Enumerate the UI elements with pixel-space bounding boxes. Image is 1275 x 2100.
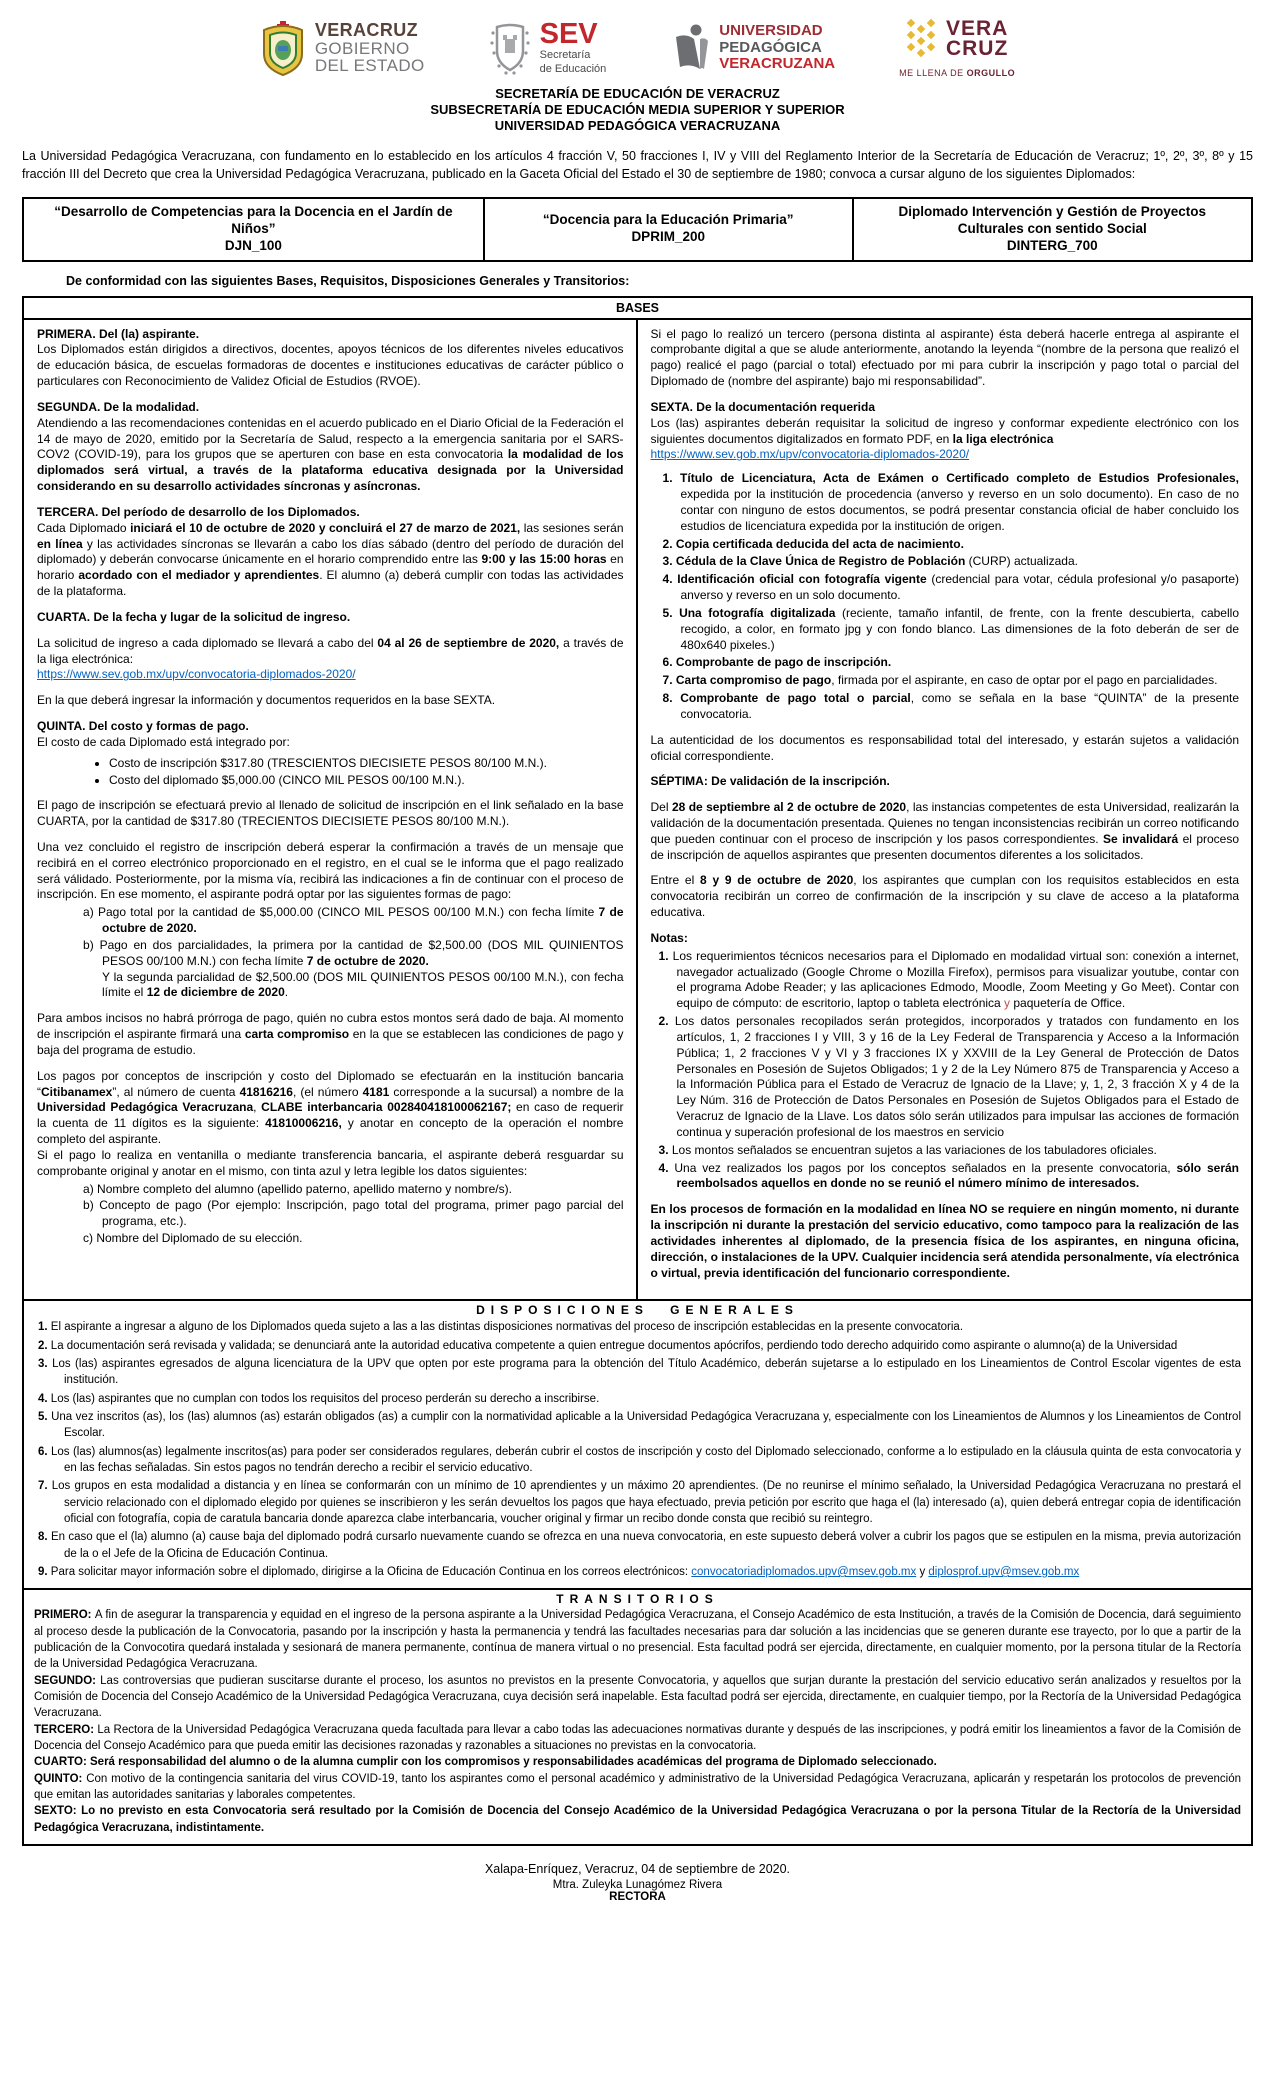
list-item: [663, 691, 1240, 723]
text-run: Pago en dos parcialidades, la primera por la cantidad de $2,500.00 (DOS MIL QUINIENTOS PESOS 00/100 M.N.) con fecha límite: [99, 937, 624, 968]
list-item: [38, 1356, 1241, 1389]
text-run: PRIMERO:: [34, 1609, 95, 1622]
section-heading: [37, 719, 624, 735]
text-run: Las controversias que pudieran suscitarse durante el proceso, los asuntos no previstos en la presente Convocatoria, y aquellos que surjan durante la prestación del servicio educativo serán analizados y resueltos por la Comisión de Docencia del Consejo Académico de la Universidad Pedagógica Veracruzana, cuya decisión será inapelable. Esta facultad podrá ser ejercida, directamente, en cualquier tiempo, por la Rectoría de la Universidad Pedagógica Veracruzana.: [34, 1674, 1242, 1720]
text-run: Los requerimientos técnicos necesarios para el Diplomado en modalidad virtual son: conexión a internet, navegador actualizado (Google Chrome o Mozilla Firefox), permisos para visualizar youtube, contar con el programa Adobe Reader; y las aplicaciones Edmodo, Moodle, Zoom Meeting y Go Meet). Contar con equipo de cómputo: de escritorio, laptop o tableta electrónica: [672, 948, 1240, 1011]
text-run: Identificación oficial con fotografía vigente: [677, 572, 927, 587]
paragraph: [34, 1673, 1241, 1722]
gov-line-1: VERACRUZ: [314, 20, 419, 41]
text-run: en la que se establecen las condiciones de pago y baja del programa de estudio.: [37, 1027, 624, 1057]
text-run: Para solicitar mayor información sobre el diplomado, dirigirse a la Oficina de Educación Continua en los correos electrónicos:: [50, 1565, 692, 1578]
text-run: y las actividades síncronas se llevarán a cabo los días sábado (dentro del período de duración del diplomado) y deberán convocarse únicamente en el horario comprendido entre las: [37, 536, 624, 567]
tagline-bold: ORGULLO: [966, 68, 1016, 78]
list-item: [659, 1014, 1240, 1141]
text-run: ”, al número de cuenta: [112, 1084, 240, 1099]
transitorios-body: [24, 1606, 1251, 1844]
paragraph: [37, 840, 624, 903]
diplomado-code: DPRIM_200: [631, 229, 705, 245]
text-run: A fin de asegurar la transparencia y equidad en el ingreso de la persona aspirante a la Universidad Pedagógica Veracruzana, el Consejo Académico de esta Institución, a través de la Comisión de Docencia, dará seguimiento al proceso desde la publicación de la Convocatoria, pasando por la inscripción y hasta la permanencia y tendrá las facultades necesarias para dar solución a las incidencias que se generen durante ese trayecto, por lo que a partir de la publicación de la Convocotira quedará instalada y sesionará de manera permanente, contínua de manera virtual o no presencial. Esta facultad podrá ser ejercida, directamente, en cualquier momento, por la persona titular de la Rectoría de la Universidad Pedagógica Veracruzana.: [34, 1609, 1241, 1671]
text-run: sólo serán reembolsados aquellos en donde no se reunió el número mínimo de interesados.: [676, 1160, 1239, 1191]
veracruz-tagline: [899, 68, 1015, 78]
vc-line-2: CRUZ: [945, 37, 1009, 60]
list-item: [109, 756, 624, 772]
rector-role: RECTORA: [609, 1890, 666, 1903]
disposiciones-body: [24, 1319, 1251, 1588]
text-run: CUARTO: Será responsabilidad del alumno o de la alumna cumplir con los compromisos y responsabilidades académicas del programa de Diplomado seleccionado.: [34, 1756, 937, 1769]
list-item: [38, 1409, 1241, 1442]
tagline-pre: ME LLENA DE: [899, 68, 967, 78]
list-item: [663, 572, 1240, 604]
text-run: en horario: [37, 552, 624, 583]
text-run: Para ambos incisos no habrá prórroga de pago, quién no cubra estos montos será dado de baja. Al momento de inscripción el aspirante firmará una: [37, 1011, 624, 1042]
text-run: Cédula de la Clave Única de Registro de Población: [675, 554, 966, 569]
title-line-2: SUBSECRETARÍA DE EDUCACIÓN MEDIA SUPERIOR Y SUPERIOR: [430, 102, 845, 117]
text-run: La solicitud de ingreso a cada diplomado se llevará a cabo del: [37, 635, 378, 650]
bases-left-column: [24, 320, 638, 1300]
text-run: corresponde a la sucursal) a nombre de la: [389, 1084, 624, 1099]
veracruz-brand-wordmark: [946, 19, 1008, 59]
paragraph: [651, 416, 1240, 448]
paragraph: [37, 1069, 624, 1148]
text-run: Los Diplomados están dirigidos a directivos, docentes, apoyos técnicos de los diferentes niveles educativos de educación básica, de escuelas formadoras de docentes e instituciones educativas de carácter público o particulares con Reconocimiento de Validez Oficial de Estudios (RVOE).: [37, 342, 624, 389]
section-heading: [37, 505, 624, 521]
bases-section: [22, 296, 1253, 1302]
text-run: Comprobante de pago de inscripción.: [675, 655, 892, 670]
text-run: Una fotografía digitalizada: [679, 605, 836, 620]
paragraph: [34, 1771, 1241, 1804]
text-run: , firmada por el aspirante, en caso de optar por el pago en parcialidades.: [831, 673, 1218, 688]
text-run: , los aspirantes que cumplan con los requisitos establecidos en esta convocatoria recibirán un correo de confirmación de la inscripción y su clave de acceso a la plataforma educativa.: [650, 873, 1239, 920]
list-item: [663, 655, 1240, 671]
text-run: En la que deberá ingresar la información y documentos requeridos en la base SEXTA.: [37, 693, 496, 708]
transitorios-section: [22, 1590, 1253, 1846]
title-line-3: UNIVERSIDAD PEDAGÓGICA VERACRUZANA: [494, 118, 781, 133]
text-run: Concepto de pago (Por ejemplo: Inscripción, pago total del programa, primer pago parcial del programa, etc.).: [99, 1198, 624, 1229]
logo-upv: [670, 23, 835, 73]
text-run: y: [1004, 996, 1011, 1011]
text-run: expedida por la institución de procedencia (anverso y reverso en un solo documento). En caso de no contar con ninguno de estos documentos, se podrá presentar constancia oficial de haber concluido los estudios de licenciatura expedida por la institución de origen.: [680, 487, 1239, 533]
list-item: [109, 773, 624, 789]
text-run: El costo de cada Diplomado está integrado por:: [37, 734, 290, 749]
paragraph: [37, 1011, 624, 1058]
text-run: Los montos señalados se encuentran sujetos a las variaciones de los tabuladores oficiales.: [671, 1142, 1157, 1157]
text-run: la modalidad de los diplomados será virtual, a través de la plataforma educativa designada por la Universidad considerando en su desarrollo actividades síncronas y asíncronas.: [37, 447, 624, 494]
alpha-list: [37, 905, 624, 1001]
text-run: Los pagos por conceptos de inscripción y costo del Diplomado se efectuarán en la institución bancaria “: [37, 1068, 624, 1099]
text-run: QUINTO:: [34, 1772, 87, 1785]
list-item: [659, 949, 1240, 1012]
paragraph: [34, 1607, 1241, 1672]
text-run: acordado con el mediador y aprendientes: [78, 568, 320, 583]
logo-gobierno-veracruz: [260, 20, 425, 76]
paragraph: [651, 800, 1240, 863]
text-run: Los (las) alumnos(as) legalmente inscritos(as) para poder ser considerados regulares, deberán cubrir el costos de inscripción y costo del Diplomado seleccionado, conforme a lo estipulado en la cláusula quinta de esta convocatoria y en las fechas señaladas. Sin estos pagos no tendrán derecho a recibir el servicio educativo.: [51, 1445, 1242, 1474]
diplomado-cell-dinterg: [853, 198, 1252, 261]
text-run: Una vez realizados los pagos por los conceptos señalados en la presente convocatoria,: [674, 1160, 1177, 1175]
gobierno-veracruz-wordmark: [315, 21, 425, 75]
diplomados-table: [22, 197, 1253, 262]
bullet-list: [37, 756, 624, 789]
paragraph: [34, 1754, 1241, 1770]
text-run: 8 y 9 de octubre de 2020: [700, 873, 854, 888]
text-run: las sesiones serán: [520, 520, 624, 535]
text-run: CUARTA. De la fecha y lugar de la solicitud de ingreso.: [37, 609, 351, 624]
text-run: Los (las) aspirantes deberán requisitar la solicitud de ingreso y conformar expediente electrónico con los siguientes documentos digitalizados en formato PDF, en: [650, 415, 1239, 446]
logo-veracruz-brand: [899, 18, 1015, 78]
paragraph: [37, 667, 624, 683]
text-run: 12 de diciembre de 2020: [146, 985, 285, 1000]
vc-line-1: VERA: [945, 17, 1009, 41]
text-run: 41810006216,: [265, 1116, 342, 1131]
diplomado-title: “Desarrollo de Competencias para la Docencia en el Jardín de Niños”: [54, 204, 453, 236]
paragraph: [37, 1148, 624, 1180]
list-item: [659, 1161, 1240, 1193]
list-item: [663, 471, 1240, 534]
bases-columns: [24, 320, 1251, 1300]
text-run: La Rectora de la Universidad Pedagógica Veracruzana queda facultada para llevar a cabo todas las adecuaciones normativas durante y después de las inscripciones, y podrá emitir los lineamientos a favor de la Comisión de Docencia del Consejo Académico para que pueda emitir las decisiones razonadas y razonables a situaciones no previstas en la convocatoria.: [34, 1723, 1241, 1752]
conformidad-line: De conformidad con las siguientes Bases, Requisitos, Disposiciones Generales y Transitorios:: [66, 273, 630, 288]
list-item: [38, 1319, 1241, 1335]
text-run: Costo del diplomado $5,000.00 (CINCO MIL PESOS 00/100 M.N.).: [109, 772, 465, 787]
section-heading: [651, 931, 1240, 947]
text-run: Cada Diplomado: [37, 520, 131, 535]
sev-sub-1: Secretaría: [539, 49, 591, 62]
section-heading: [651, 774, 1240, 790]
paragraph: [37, 342, 624, 389]
list-item: [83, 1198, 624, 1230]
text-run: Si el pago lo realiza en ventanilla o mediante transferencia bancaria, el aspirante deberá resguardar su comprobante original y anotar en el mismo, con tinta azul y letra legible los datos siguientes:: [37, 1147, 624, 1178]
text-run: SEXTO: Lo no previsto en esta Convocatoria será resultado por la Comisión de Docencia del Consejo Académico de la Universidad Pedagógica Veracruzana o por la persona Titular de la Rectoría de la Universidad Pedagógica Veracruzana, indistintamente.: [34, 1805, 1241, 1834]
list-item: [663, 606, 1240, 653]
text-run: 7 de octubre de 2020.: [102, 905, 624, 936]
section-heading: [37, 610, 624, 626]
text-run: Del: [650, 800, 672, 815]
link[interactable]: https://www.sev.gob.mx/upv/convocatoria-diplomados-2020/: [37, 667, 356, 682]
text-run: La documentación será revisada y validada; se denunciará ante la autoridad educativa competente a quien entregue documentos apócrifos, perdiendo todo derecho adquirido como aspirante o alumno(a) de la Universidad: [50, 1339, 1178, 1352]
text-run: Se invalidará: [1103, 831, 1179, 846]
text-run: El aspirante a ingresar a alguno de los Diplomados queda sujeto a las a las distintas disposiciones normativas del proceso de inscripción establecidas en la presente convocatoria.: [50, 1321, 964, 1334]
text-run: el proceso de inscripción de aquellos aspirantes que presenten documentos diferentes a los solicitados.: [650, 831, 1240, 862]
text-run: El pago de inscripción se efectuará previo al llenado de solicitud de inscripción en el link señalado en la base CUARTA, por la cantidad de $317.80 (TRECIENTOS DIECISIETE PESOS 80/100 M.N.).: [37, 798, 624, 829]
text-run: Con motivo de la contingencia sanitaria del virus COVID-19, tanto los aspirantes como el personal académico y administrativo de la Universidad Pedagógica Veracruzana, aplicarán y respetarán los protocolos de prevención que emitan las autoridades sanitarias y laborales competentes.: [34, 1772, 1241, 1801]
list-item: [663, 554, 1240, 570]
text-run: carta compromiso: [244, 1027, 350, 1042]
gov-line-2: GOBIERNO: [314, 38, 410, 58]
upv-line-1: UNIVERSIDAD: [719, 21, 823, 39]
upv-line-2: PEDAGÓGICA: [719, 38, 822, 56]
paragraph: [34, 1803, 1241, 1836]
text-run: La autenticidad de los documentos es responsabilidad total del interesado, y estarán sujetos a validación oficial correspondiente.: [650, 732, 1239, 763]
paragraph: [651, 1202, 1240, 1281]
paragraph: [37, 798, 624, 830]
text-run: , (el número: [292, 1084, 363, 1099]
list-item: [663, 537, 1240, 553]
text-run: QUINTA. Del costo y formas de pago.: [37, 719, 249, 734]
sev-shield-icon: [489, 21, 531, 75]
text-run: a través de la liga electrónica:: [37, 635, 624, 666]
section-heading: [651, 400, 1240, 416]
text-run: , las instancias competentes de esta Universidad, realizarán la validación de la documentación presentada. Quienes no tengan inconsistencias recibirán un correo notificando que pueden continuar con el proceso de inscripción y los pasos correspondientes.: [650, 800, 1240, 846]
text-run: Título de Licenciatura, Acta de Exámen o Certificado completo de Estudios Profesionales,: [680, 471, 1240, 486]
diplomado-title: “Docencia para la Educación Primaria”: [542, 212, 794, 228]
text-run: 9:00 y las 15:00 horas: [481, 552, 607, 567]
rector-name: Mtra. Zuleyka Lunagómez Rivera: [552, 1878, 723, 1891]
paragraph: [37, 636, 624, 668]
diplomado-title: Diplomado Intervención y Gestión de Proyectos Culturales con sentido Social: [898, 204, 1207, 236]
paragraph: [37, 693, 624, 709]
bases-title: BASES: [24, 298, 1251, 320]
disposiciones-section: [22, 1301, 1253, 1590]
list-item: [83, 1231, 624, 1247]
text-run: SEGUNDO:: [34, 1674, 101, 1687]
text-run: Nombre del Diplomado de su elección.: [96, 1231, 303, 1246]
paragraph: [37, 416, 624, 495]
text-run: Comprobante de pago total o parcial: [680, 691, 911, 706]
alpha-list: [37, 1182, 624, 1247]
upv-wordmark: [719, 23, 835, 73]
paragraph: [651, 447, 1240, 463]
list-item: [659, 1143, 1240, 1159]
logo-bar: [22, 12, 1253, 84]
text-run: CLABE interbancaria 002840418100062167;: [261, 1100, 512, 1115]
text-run: en caso de requerir la cuenta de 11 dígitos es la siguiente:: [37, 1100, 624, 1131]
text-run: Pago total por la cantidad de $5,000.00 (CINCO MIL PESOS 00/100 M.N.) con fecha límite: [97, 905, 599, 920]
list-item: [663, 673, 1240, 689]
numbered-list: [34, 1319, 1241, 1580]
text-run: Copia certificada deducida del acta de nacimiento.: [675, 536, 964, 551]
text-run: , como se señala en la base “QUINTA” de la presente convocatoria.: [680, 691, 1240, 721]
text-run: En caso que el (la) alumno (a) cause baja del diplomado podrá cursarlo nuevamente cuando se ofrezca en una nueva convocatoria, en este supuesto deberá volver a cubrir los pagos que se estipulen en la misma, previa autorización de la o el Jefe de la Oficina de Educación Continua.: [50, 1531, 1241, 1560]
text-run: 7 de octubre de 2020.: [306, 953, 429, 968]
text-run: Citibanamex: [41, 1084, 113, 1099]
text-run: Y la segunda parcialidad de $2,500.00 (DOS MIL QUINIENTOS PESOS 00/100 M.N.), con fecha límite el: [102, 969, 624, 1000]
paragraph: [37, 521, 624, 600]
text-run: y: [916, 1565, 929, 1578]
text-run: Una vez concluido el registro de inscripción deberá esperar la confirmación a través de un mensaje que recibirá en el correo electrónico proporcionado en el registro, en el cual se le informa que el pago realizado será válidado. Posteriormente, por la misma vía, recibirá las indicaciones a fin de continuar con el proceso de inscripción. En ese momento, el aspirante podrá optar por las siguientes formas de pago:: [37, 839, 624, 902]
text-run: en línea: [37, 536, 83, 551]
gov-line-3: DEL ESTADO: [314, 56, 425, 76]
text-run: Nombre completo del alumno (apellido paterno, apellido materno y nombre/s).: [97, 1181, 512, 1196]
text-run: Los (las) aspirantes que no cumplan con todos los requisitos del proceso perderán su derecho a inscribirse.: [50, 1392, 600, 1405]
text-run: SEXTA. De la documentación requerida: [650, 399, 875, 414]
text-run: Una vez inscritos (as), los (las) alumnos (as) estarán obligados (as) a cumplir con la normatividad aplicable a la Universidad Pedagógica Veracruzana y, especialmente con los Lineamientos de Alumnos y los Lineamientos de Control Escolar.: [51, 1410, 1241, 1440]
logo-sev: [489, 20, 607, 75]
text-run: PRIMERA. Del (la) aspirante.: [37, 326, 200, 341]
text-run: 28 de septiembre al 2 de octubre de 2020: [671, 800, 907, 815]
section-heading: [37, 327, 624, 343]
text-run: (reciente, tamaño infantil, de frente, con la frente descubierta, cabello recogido, a color, en formato jpg y con fondo blanco. Las dimensiones de la foto deberán de ser de 480x640 pixeles.): [680, 605, 1239, 652]
text-run: y anotar en concepto de la operación el nombre completo del aspirante.: [37, 1116, 624, 1147]
list-item: [38, 1338, 1241, 1354]
upv-line-3: VERACRUZANA: [719, 55, 836, 73]
document-title-block: [22, 86, 1253, 134]
list-item: [83, 938, 624, 1001]
text-run: ,: [253, 1100, 262, 1115]
list-item: [38, 1529, 1241, 1562]
text-run: (CURP) actualizada.: [965, 554, 1078, 569]
paragraph: [37, 735, 624, 751]
list-item: [83, 1182, 624, 1198]
text-run: Los (las) aspirantes egresados de alguna licenciatura de la UPV que opten por este programa para la obtención del Título Académico, deberán sujetarse a lo estipulado en los Lineamientos de Control Escolar vigentes de esta institución.: [52, 1358, 1241, 1387]
text-run: iniciará el 10 de octubre de 2020 y concluirá el 27 de marzo de 2021,: [130, 520, 521, 535]
paragraph: [34, 1722, 1241, 1755]
text-run: Carta compromiso de pago: [675, 673, 832, 688]
sev-sub-2: de Educación: [539, 62, 607, 75]
diplomado-code: DINTERG_700: [1006, 237, 1098, 253]
text-run: 4181: [362, 1084, 390, 1099]
veracruz-coat-of-arms-icon: [260, 20, 306, 76]
link[interactable]: https://www.sev.gob.mx/upv/convocatoria-diplomados-2020/: [650, 447, 970, 462]
text-run: Universidad Pedagógica Veracruzana: [37, 1100, 254, 1115]
disposiciones-title: DISPOSICIONES GENERALES: [476, 1303, 799, 1318]
diplomado-code: DJN_100: [224, 237, 282, 253]
diplomado-cell-dprim: [484, 198, 853, 261]
text-run: la liga electrónica: [952, 431, 1054, 446]
sev-wordmark: [540, 20, 607, 75]
text-run: 04 al 26 de septiembre de 2020,: [377, 635, 560, 650]
text-run: (credencial para votar, cédula profesional y/o pasaporte) anverso y reverso en un solo documento.: [680, 572, 1240, 603]
text-run: TERCERA. Del período de desarrollo de los Diplomados.: [37, 504, 360, 519]
paragraph: [651, 733, 1240, 765]
veracruz-pattern-icon: [906, 18, 940, 60]
list-item: [38, 1564, 1241, 1580]
transitorios-title: TRANSITORIOS: [556, 1592, 719, 1607]
link[interactable]: diplosprof.upv@msev.gob.mx: [928, 1565, 1080, 1578]
numbered-list: [651, 471, 1240, 722]
diplomado-cell-djn: [23, 198, 484, 261]
text-run: Si el pago lo realizó un tercero (persona distinta al aspirante) ésta deberá hacerle entrega al aspirante el comprobante digital a que se alude anteriormente, anotando la leyenda “(nombre de la persona que realizó el pago) realicé el pago (parcial o total) efectuado por mi para cubrir la inscripción y pago total o parcial del Diplomado de (nombre del aspirante) bajo mi responsabilidad”.: [650, 326, 1239, 389]
upv-reader-icon: [670, 23, 710, 73]
place-date: Xalapa-Enríquez, Veracruz, 04 de septiembre de 2020.: [484, 1861, 791, 1876]
text-run: Atendiendo a las recomendaciones contenidas en el acuerdo publicado en el Diario Oficial de la Federación el 14 de mayo de 2020, emitido por la Secretaría de Salud, respecto a la emergencia sanitaria por el SARS-COV2 (COVID-19), para los grupos que se aperturen con base en esta convocatoria: [37, 415, 624, 462]
numbered-list: [651, 949, 1240, 1192]
link[interactable]: convocatoriadiplomados.upv@msev.gob.mx: [691, 1565, 917, 1578]
text-run: Costo de inscripción $317.80 (TRESCIENTOS DIECISIETE PESOS 80/100 M.N.).: [109, 755, 547, 770]
text-run: 41816216: [239, 1084, 293, 1099]
text-run: Los grupos en esta modalidad a distancia y en línea se conformarán con un mínimo de 10 aprendientes y un máximo 20 aprendientes. (De no reunirse el mínimo señalado, la Universidad Pedagógica Veracruzana no prestará el servicio relacionado con el diplomado elegido por quienes se inscribieron y les serán devueltos los pagos que haya efectuado, previa petición por escrito que haga el (la) interesado (a), quien deberá entregar copia de identificación oficial con fotografía, copia de caratula bancaria donde aparezca clabe interbancaria, voucher original y firmar un recibo donde consta que recibió su reintegro.: [51, 1480, 1242, 1525]
text-run: En los procesos de formación en la modalidad en línea NO se requiere en ningún momento, ni durante la inscripción ni durante la prestación del servicio educativo, como tampoco para la realización de las actividades inherentes al diplomado, de la presencia física de los aspirantes, en ninguna oficina, dirección, o instalaciones de la UPV. Cualquier incidencia será atendida personalmente, vía electrónica o virtual, previa identificación del funcionario correspondiente.: [650, 1202, 1239, 1280]
text-run: Notas:: [650, 930, 688, 945]
text-run: Entre el: [650, 873, 701, 888]
text-run: paquetería de Office.: [1010, 996, 1126, 1011]
text-run: .: [284, 985, 289, 1000]
title-line-1: SECRETARÍA DE EDUCACIÓN DE VERACRUZ: [495, 86, 780, 101]
text-run: SEGUNDA. De la modalidad.: [37, 399, 200, 414]
list-item: [38, 1478, 1241, 1527]
list-item: [38, 1391, 1241, 1407]
paragraph: [651, 873, 1240, 920]
section-heading: [37, 400, 624, 416]
text-run: SÉPTIMA: De validación de la inscripción.: [650, 774, 890, 789]
text-run: TERCERO:: [34, 1723, 98, 1736]
list-item: [38, 1444, 1241, 1477]
table-row: [23, 198, 1252, 261]
bases-right-column: [638, 320, 1252, 1300]
paragraph: [651, 327, 1240, 390]
sev-abbr: SEV: [539, 18, 598, 51]
list-item: [83, 905, 624, 937]
signature-block: [22, 1862, 1253, 1903]
text-run: Los datos personales recopilados serán protegidos, incorporados y tratados con fundamento en los artículos, 1, 2 fracciones I y VIII, 3 y 16 de la Ley Federal de Transparencia y Acceso a la Información Pública; 1, 2 fracciones V y VI y 3 fracciones IX y XXVIII de la Ley General de Protección de Datos Personales en Posesión de Sujetos Obligados; 1 y 2 de la Ley Número 875 de Transparencia y Acceso a la Información Pública para el Estado de Veracruz de Ignacio de la Llave; y, 1, 2, 3 fracción X y 4 de la Ley Núm. 316 de Protección de Datos Personales en Posesión de Sujetos Obligados para el Estado de Veracruz de Ignacio de la Llave. Los datos sólo serán utilizados para impulsar las acciones de formación continua y superación profesional de los maestros en servicio: [674, 1014, 1239, 1139]
intro-paragraph: La Universidad Pedagógica Veracruzana, con fundamento en lo establecido en los artículos 4 fracción V, 50 fracciones I, IV y VIII del Reglamento Interior de la Secretaría de Educación de Veracruz; 1º, 2º, 3º, 8º y 15 fracción III del Decreto que crea la Universidad Pedagógica Veracruzana, publicado en la Gaceta Oficial del Estado el 30 de septiembre de 1980; convoca a cursar alguno de los siguientes Diplomados:: [22, 149, 1253, 181]
text-run: . El alumno (a) deberá cumplir con todas las actividades de la plataforma.: [37, 568, 624, 599]
